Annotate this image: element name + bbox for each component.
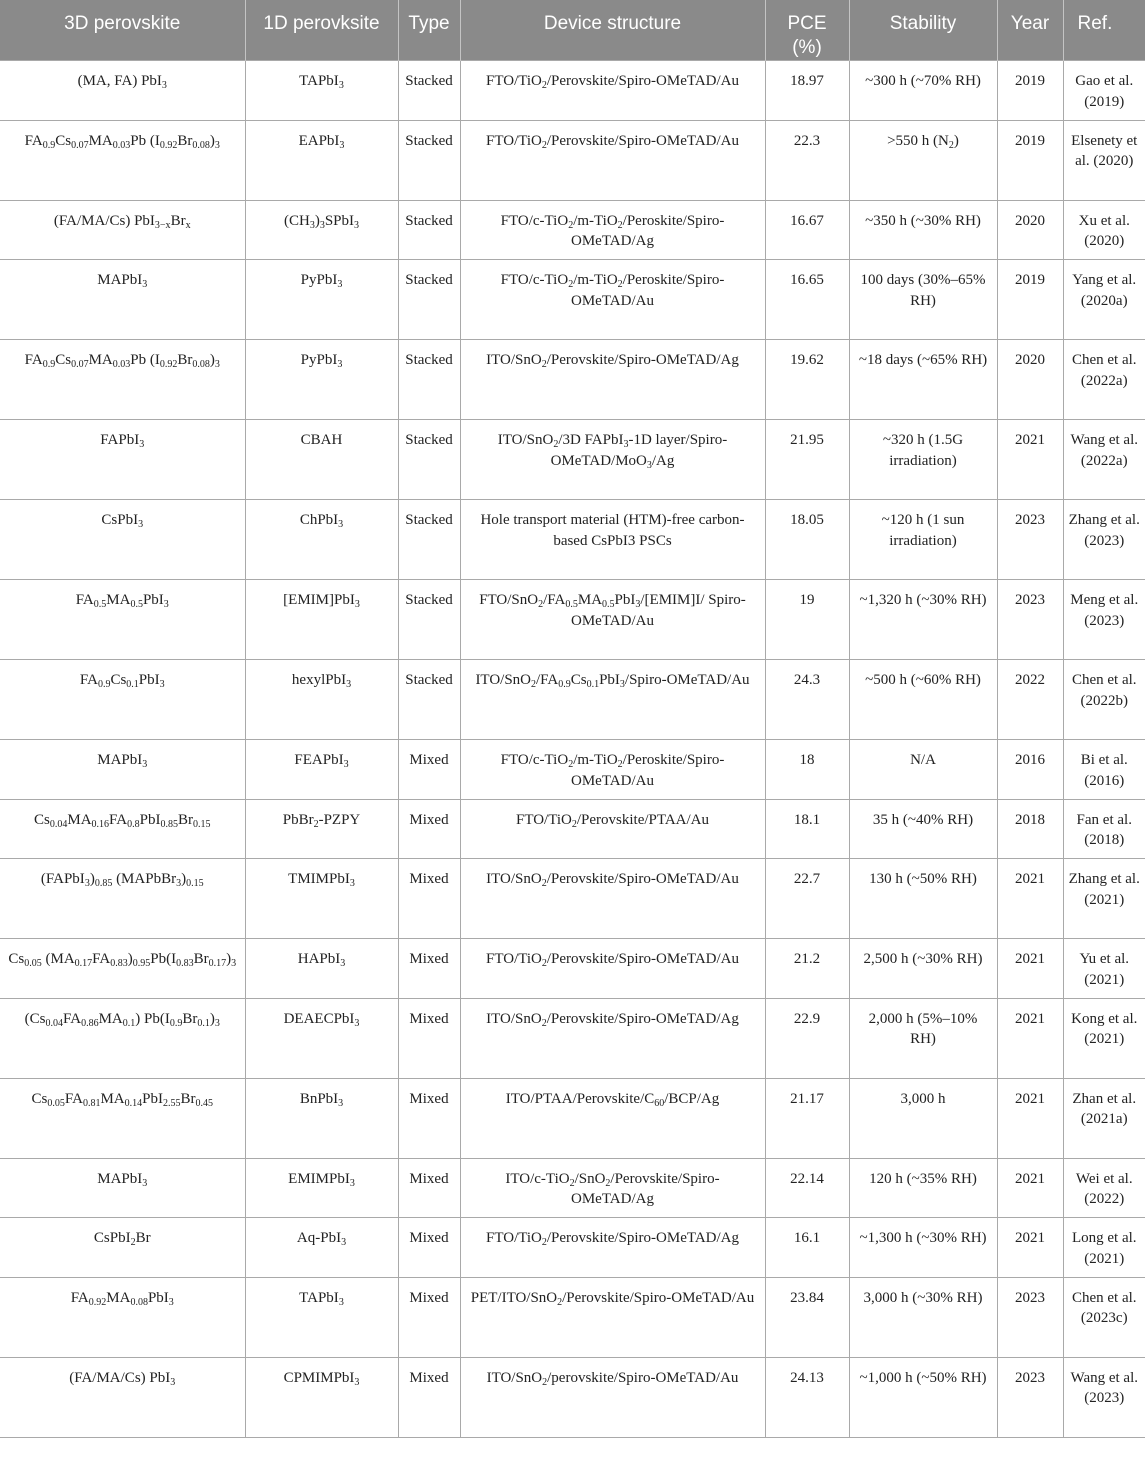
cell-pce: 21.2 [765,939,849,999]
cell-year: 2021 [997,859,1063,939]
cell-device-structure: FTO/TiO$_2$/Perovskite/Spiro-OMeTAD/Au [460,939,765,999]
cell-device-structure: ITO/c-TiO$_2$/SnO$_2$/Perovskite/Spiro-OMeTAD/Ag [460,1158,765,1218]
cell-year: 2020 [997,340,1063,420]
cell-year: 2023 [997,500,1063,580]
cell-stability: N/A [849,740,997,800]
cell-year: 2023 [997,1357,1063,1437]
cell-device-structure: ITO/SnO$_2$/perovskite/Spiro-OMeTAD/Au [460,1357,765,1437]
cell-3d-perovskite: $Cs_{0.05}FA_{0.81}MA_{0.14}PbI_{2.55}Br_{0.45}$ [0,1078,245,1158]
cell-ref: Gao et al. (2019) [1063,61,1145,121]
cell-stability: 130 h (~50% RH) [849,859,997,939]
cell-stability: ~300 h (~70% RH) [849,61,997,121]
cell-pce: 18.05 [765,500,849,580]
cell-1d-perovskite: TAPbI$_3$ [245,61,398,121]
cell-ref: Wang et al. (2023) [1063,1357,1145,1437]
cell-pce: 23.84 [765,1277,849,1357]
cell-3d-perovskite: $FA_{0.9}Cs_{0.07}MA_{0.03}Pb$ $(I_{0.92}Br_{0.08})_3$ [0,340,245,420]
cell-year: 2021 [997,1078,1063,1158]
cell-pce: 19.62 [765,340,849,420]
cell-type: Mixed [398,939,460,999]
table-row [0,200,1145,260]
cell-type: Stacked [398,200,460,260]
header-pce: PCE (%) [765,0,849,61]
cell-3d-perovskite: CsPbI$_2$Br [0,1218,245,1278]
cell-1d-perovskite: hexylPbI$_3$ [245,660,398,740]
cell-1d-perovskite: HAPbI$_3$ [245,939,398,999]
cell-3d-perovskite: (FA/MA/Cs) $PbI_{3-x}Br_x$ [0,200,245,260]
cell-year: 2021 [997,939,1063,999]
cell-type: Stacked [398,500,460,580]
cell-3d-perovskite: $FA_{0.9}Cs_{0.1}PbI_3$ [0,660,245,740]
cell-3d-perovskite: FAPbI$_3$ [0,420,245,500]
cell-ref: Chen et al. (2022b) [1063,660,1145,740]
table-row [0,1078,1145,1158]
cell-3d-perovskite: MAPbI$_3$ [0,740,245,800]
cell-1d-perovskite: DEAECPbI$_3$ [245,998,398,1078]
cell-device-structure: FTO/TiO$_2$/Perovskite/PTAA/Au [460,799,765,859]
header-stability: Stability [849,0,997,61]
cell-pce: 18.97 [765,61,849,121]
cell-device-structure: FTO/c-TiO$_2$/m-TiO$_2$/Peroskite/Spiro-OMeTAD/Au [460,260,765,340]
cell-type: Stacked [398,340,460,420]
table-header-row [0,0,1145,61]
cell-3d-perovskite: (MA, FA) PbI$_3$ [0,61,245,121]
cell-type: Mixed [398,998,460,1078]
cell-1d-perovskite: PbBr$_2$-PZPY [245,799,398,859]
cell-year: 2016 [997,740,1063,800]
cell-1d-perovskite: [EMIM]PbI$_3$ [245,580,398,660]
cell-1d-perovskite: PyPbI$_3$ [245,340,398,420]
cell-ref: Meng et al. (2023) [1063,580,1145,660]
table-row [0,1357,1145,1437]
cell-year: 2023 [997,580,1063,660]
cell-type: Stacked [398,120,460,200]
cell-stability: ~350 h (~30% RH) [849,200,997,260]
cell-pce: 21.17 [765,1078,849,1158]
table-row [0,120,1145,200]
cell-stability: 3,000 h (~30% RH) [849,1277,997,1357]
cell-ref: Chen et al. (2022a) [1063,340,1145,420]
cell-type: Mixed [398,740,460,800]
cell-pce: 21.95 [765,420,849,500]
cell-ref: Yu et al. (2021) [1063,939,1145,999]
cell-type: Stacked [398,61,460,121]
cell-stability: 100 days (30%–65% RH) [849,260,997,340]
cell-type: Mixed [398,1158,460,1218]
cell-1d-perovskite: BnPbI$_3$ [245,1078,398,1158]
cell-ref: Chen et al. (2023c) [1063,1277,1145,1357]
cell-stability: ~320 h (1.5G irradiation) [849,420,997,500]
cell-stability: ~120 h (1 sun irradiation) [849,500,997,580]
cell-3d-perovskite: $FA_{0.92}MA_{0.08}PbI_3$ [0,1277,245,1357]
cell-stability: ~500 h (~60% RH) [849,660,997,740]
table-row [0,740,1145,800]
cell-3d-perovskite: $FA_{0.9}Cs_{0.07}MA_{0.03}Pb$ $(I_{0.92}Br_{0.08})_3$ [0,120,245,200]
cell-year: 2019 [997,120,1063,200]
header-ref: Ref. [1063,0,1145,61]
cell-pce: 16.67 [765,200,849,260]
cell-type: Stacked [398,260,460,340]
header-3d-perovskite: 3D perovskite [0,0,245,61]
cell-ref: Fan et al. (2018) [1063,799,1145,859]
cell-stability: 120 h (~35% RH) [849,1158,997,1218]
cell-stability: 2,000 h (5%–10% RH) [849,998,997,1078]
table-row [0,660,1145,740]
cell-device-structure: ITO/SnO$_2$/3D FAPbI$_3$-1D layer/Spiro-OMeTAD/MoO$_3$/Ag [460,420,765,500]
cell-device-structure: ITO/$PTAA/Perovskite/C_{60}/BCP/Ag$ [460,1078,765,1158]
cell-stability: ~1,320 h (~30% RH) [849,580,997,660]
cell-year: 2023 [997,1277,1063,1357]
cell-device-structure: FTO/TiO$_2$/Perovskite/Spiro-OMeTAD/Au [460,61,765,121]
cell-device-structure: FTO/TiO$_2$/Perovskite/Spiro-OMeTAD/Au [460,120,765,200]
cell-1d-perovskite: ChPbI$_3$ [245,500,398,580]
cell-pce: 16.65 [765,260,849,340]
cell-1d-perovskite: CPMIMPbI$_3$ [245,1357,398,1437]
table-row [0,580,1145,660]
cell-device-structure: FTO/c-TiO$_2$/m-TiO$_2$/Peroskite/Spiro-OMeTAD/Au [460,740,765,800]
table-row [0,420,1145,500]
cell-type: Stacked [398,580,460,660]
cell-ref: Kong et al. (2021) [1063,998,1145,1078]
cell-device-structure: ITO/SnO$_2$/Perovskite/Spiro-OMeTAD/Ag [460,340,765,420]
table-row [0,340,1145,420]
cell-ref: Bi et al. (2016) [1063,740,1145,800]
cell-3d-perovskite: MAPbI$_3$ [0,1158,245,1218]
cell-stability: ~1,000 h (~50% RH) [849,1357,997,1437]
cell-pce: 18.1 [765,799,849,859]
cell-device-structure: FTO/c-TiO$_2$/m-TiO$_2$/Peroskite/Spiro-OMeTAD/Ag [460,200,765,260]
cell-device-structure: ITO/$SnO_2/FA_{0.9}Cs_{0.1}PbI_3/Spiro-OMeTAD/Au$ [460,660,765,740]
cell-ref: Xu et al. (2020) [1063,200,1145,260]
cell-pce: 16.1 [765,1218,849,1278]
cell-device-structure: ITO/SnO$_2$/Perovskite/Spiro-OMeTAD/Au [460,859,765,939]
cell-device-structure: ITO/SnO$_2$/Perovskite/Spiro-OMeTAD/Ag [460,998,765,1078]
cell-3d-perovskite: $Cs_{0.04}MA_{0.16}FA_{0.8}PbI_{0.85}Br_{0.15}$ [0,799,245,859]
cell-type: Mixed [398,1078,460,1158]
table-row [0,998,1145,1078]
cell-type: Mixed [398,1357,460,1437]
cell-type: Stacked [398,420,460,500]
cell-year: 2021 [997,420,1063,500]
cell-1d-perovskite: TMIMPbI$_3$ [245,859,398,939]
cell-pce: 24.13 [765,1357,849,1437]
cell-3d-perovskite: $Cs_{0.05}$ $(MA_{0.17}FA_{0.83})_{0.95}Pb(I_{0.83}Br_{0.17})_3$ [0,939,245,999]
cell-ref: Long et al. (2021) [1063,1218,1145,1278]
cell-1d-perovskite: PyPbI$_3$ [245,260,398,340]
cell-ref: Wei et al. (2022) [1063,1158,1145,1218]
table-row [0,1277,1145,1357]
header-1d-perovskite: 1D perovksite [245,0,398,61]
table-row [0,859,1145,939]
table-row [0,799,1145,859]
cell-type: Mixed [398,1277,460,1357]
cell-pce: 19 [765,580,849,660]
cell-year: 2019 [997,61,1063,121]
cell-stability: >550 h $(N_2)$ [849,120,997,200]
cell-year: 2020 [997,200,1063,260]
cell-1d-perovskite: CBAH [245,420,398,500]
table-row [0,500,1145,580]
cell-ref: Yang et al. (2020a) [1063,260,1145,340]
cell-stability: 35 h (~40% RH) [849,799,997,859]
header-device-structure: Device structure [460,0,765,61]
cell-1d-perovskite: EAPbI$_3$ [245,120,398,200]
cell-year: 2021 [997,1218,1063,1278]
cell-year: 2019 [997,260,1063,340]
cell-stability: 3,000 h [849,1078,997,1158]
cell-1d-perovskite: TAPbI$_3$ [245,1277,398,1357]
cell-3d-perovskite: $(Cs_{0.04}FA_{0.86}MA_{0.1})$ $Pb(I_{0.9}Br_{0.1})_3$ [0,998,245,1078]
cell-pce: 18 [765,740,849,800]
cell-pce: 24.3 [765,660,849,740]
cell-type: Mixed [398,859,460,939]
cell-3d-perovskite: (FA/MA/Cs) PbI$_3$ [0,1357,245,1437]
cell-type: Mixed [398,799,460,859]
header-year: Year [997,0,1063,61]
cell-pce: 22.14 [765,1158,849,1218]
cell-3d-perovskite: MAPbI$_3$ [0,260,245,340]
cell-ref: Elsenety et al. (2020) [1063,120,1145,200]
cell-3d-perovskite: $FA_{0.5}MA_{0.5}PbI_3$ [0,580,245,660]
cell-type: Mixed [398,1218,460,1278]
cell-ref: Zhan et al. (2021a) [1063,1078,1145,1158]
table-body [0,61,1145,1438]
cell-device-structure: FTO/TiO$_2$/Perovskite/Spiro-OMeTAD/Ag [460,1218,765,1278]
cell-stability: 2,500 h (~30% RH) [849,939,997,999]
table-row [0,939,1145,999]
cell-year: 2022 [997,660,1063,740]
cell-pce: 22.3 [765,120,849,200]
cell-ref: Zhang et al. (2021) [1063,859,1145,939]
cell-device-structure: Hole transport material (HTM)-free carbon-based CsPbI3 PSCs [460,500,765,580]
cell-1d-perovskite: Aq-PbI$_3$ [245,1218,398,1278]
cell-device-structure: PET/ITO/SnO$_2$/Perovskite/Spiro-OMeTAD/Au [460,1277,765,1357]
cell-pce: 22.7 [765,859,849,939]
table-row [0,1218,1145,1278]
cell-year: 2021 [997,1158,1063,1218]
cell-1d-perovskite: EMIMPbI$_3$ [245,1158,398,1218]
cell-1d-perovskite: FEAPbI$_3$ [245,740,398,800]
cell-stability: ~1,300 h (~30% RH) [849,1218,997,1278]
table-row [0,1158,1145,1218]
cell-device-structure: FTO/$SnO_2/FA_{0.5}MA_{0.5}PbI_3/[EMIM]I/$ Spiro-OMeTAD/Au [460,580,765,660]
cell-year: 2021 [997,998,1063,1078]
cell-ref: Zhang et al. (2023) [1063,500,1145,580]
header-type: Type [398,0,460,61]
cell-stability: ~18 days (~65% RH) [849,340,997,420]
cell-ref: Wang et al. (2022a) [1063,420,1145,500]
table-row [0,260,1145,340]
cell-year: 2018 [997,799,1063,859]
cell-pce: 22.9 [765,998,849,1078]
cell-1d-perovskite: $(CH_3)_3SPbI_3$ [245,200,398,260]
table-row [0,61,1145,121]
cell-3d-perovskite: CsPbI$_3$ [0,500,245,580]
cell-type: Stacked [398,660,460,740]
cell-3d-perovskite: $(FAPbI_3)_{0.85}$ $(MAPbBr_3)_{0.15}$ [0,859,245,939]
